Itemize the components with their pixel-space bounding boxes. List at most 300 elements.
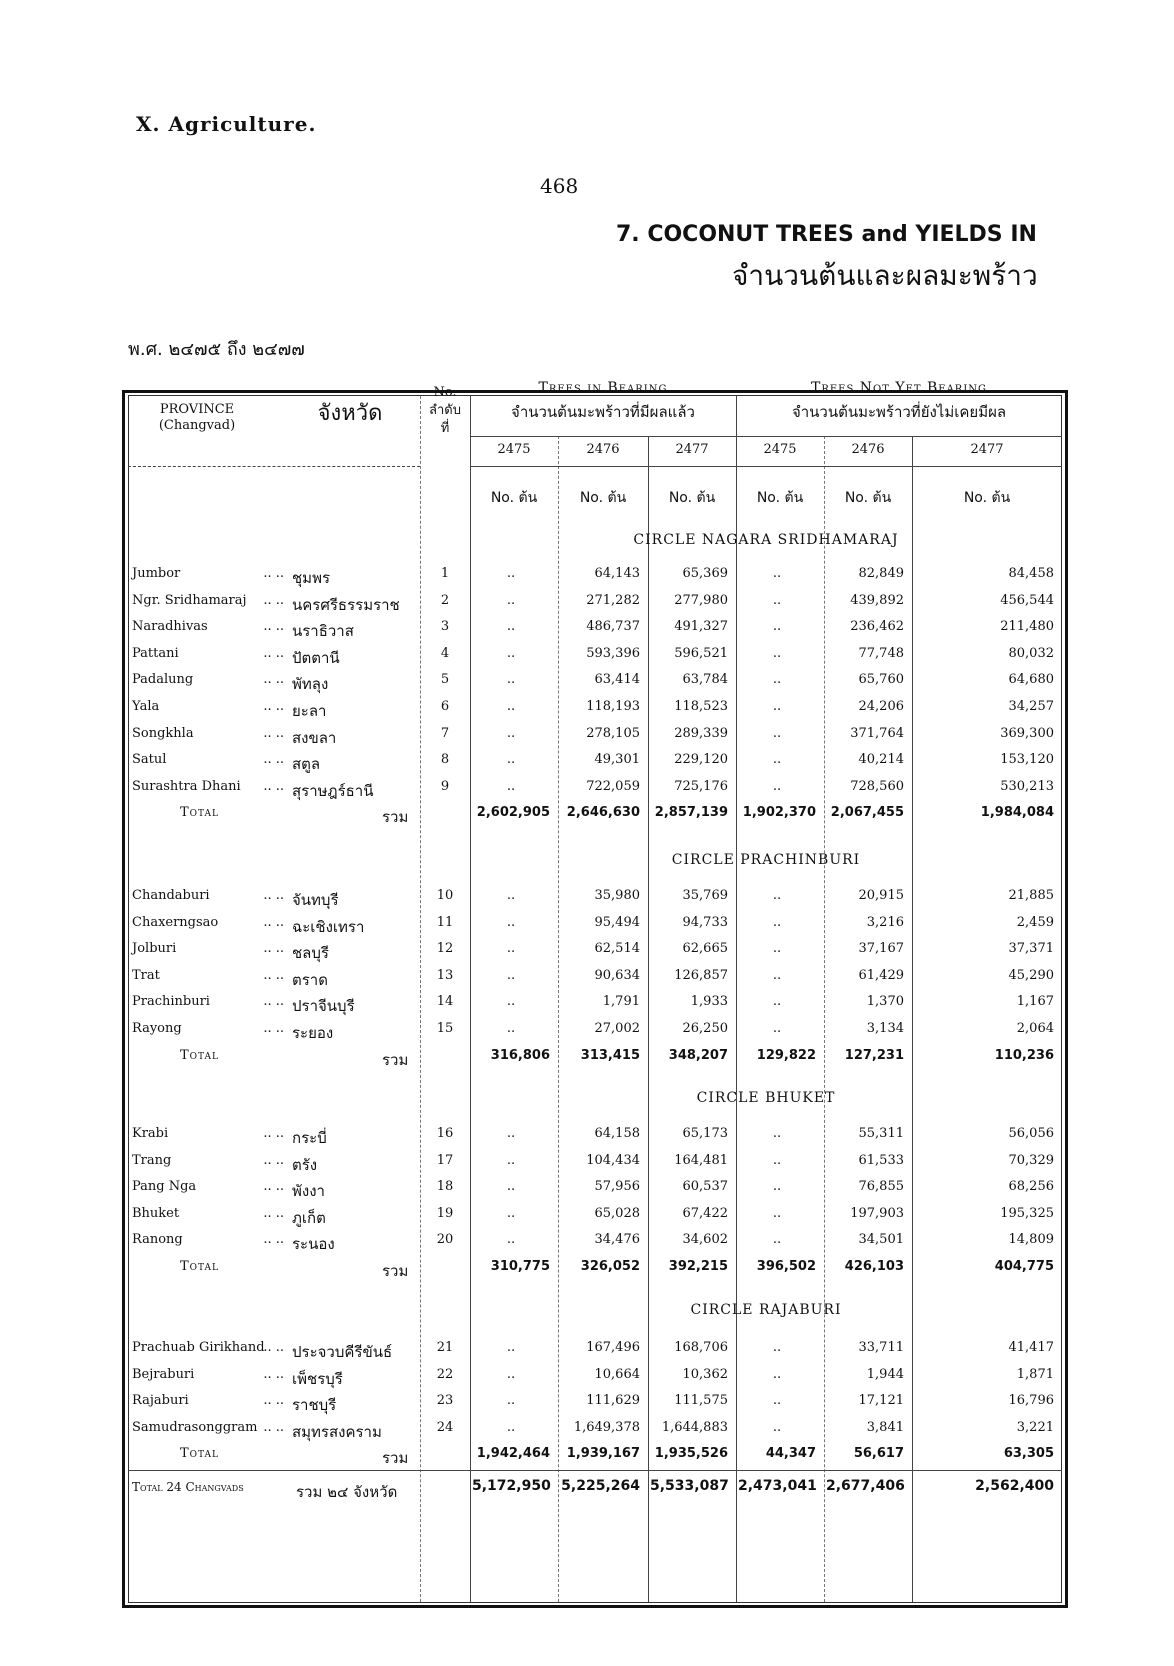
data-cell: 164,481 [674,1152,728,1168]
row-number: 10 [436,888,454,903]
total-cell: 2,602,905 [476,805,550,821]
data-cell: 593,396 [586,645,640,661]
data-cell: .. [506,725,516,741]
data-cell: 65,760 [858,672,904,688]
header-bearing [470,380,736,420]
year-header: 2476 [851,442,885,457]
data-cell: .. [772,1232,782,1248]
header-no-th: ลำดับ [429,403,461,418]
data-cell: 82,849 [858,566,904,581]
header-no-th2: ที่ [440,421,450,436]
data-cell: .. [506,1179,516,1195]
data-cell: 1,649,378 [573,1419,640,1435]
rule-no-right [470,396,471,1602]
total-cell: 1,984,084 [980,805,1054,821]
data-cell: .. [772,778,782,794]
data-cell: 68,256 [1008,1179,1054,1195]
data-cell: 56,056 [1008,1126,1054,1141]
grand-total-label: Total 24 Changvads [132,1480,244,1494]
data-cell: .. [772,645,782,661]
data-cell: .. [772,699,782,714]
total-cell: 1,902,370 [742,805,816,821]
data-cell: 277,980 [674,592,728,608]
province-name-th: ตรัง [292,1155,318,1174]
row-number: 1 [440,566,450,581]
total-cell: 1,939,167 [566,1446,640,1462]
unit-label: No. ต้น [579,490,627,506]
header-province-en [132,402,262,434]
data-cell: 37,371 [1008,941,1054,957]
total-cell: 1,942,464 [476,1446,550,1462]
province-name-th: เพ็ชรบุรี [292,1369,343,1388]
data-cell: 371,764 [850,725,904,741]
data-cell: .. [772,1340,782,1355]
total-label-th: รวม [382,1050,409,1069]
data-cell: 167,496 [586,1340,640,1355]
data-cell: 45,290 [1008,967,1054,983]
leader-dots: .. .. [263,888,284,903]
table-title-thai: จำนวนต้นและผลมะพร้าว [732,259,1038,292]
header-no-en: No. [433,385,457,400]
province-name-en: Chandaburi [132,888,210,903]
data-cell: .. [506,778,516,794]
data-cell: 14,809 [1008,1232,1054,1248]
circle-heading: CIRCLE RAJABURI [690,1302,842,1318]
total-label: Total [180,1047,220,1063]
header-no [420,384,470,438]
data-cell: 596,521 [674,645,728,661]
data-cell: 77,748 [858,645,904,661]
year-header: 2476 [586,442,620,457]
data-cell: .. [772,1419,782,1435]
province-name-th: ชลบุรี [292,944,329,963]
data-cell: .. [772,1126,782,1141]
data-cell: 118,523 [674,699,728,714]
total-cell: 392,215 [668,1259,728,1274]
data-cell: 153,120 [1000,752,1054,768]
province-name-th: ตราด [292,970,328,989]
row-number: 20 [436,1232,454,1248]
data-cell: 61,533 [858,1152,904,1168]
leader-dots: .. .. [263,1152,284,1168]
data-cell: 65,173 [682,1126,728,1141]
rule-col-6 [912,436,913,1602]
leader-dots: .. .. [263,941,284,957]
data-cell: 34,501 [858,1232,904,1248]
total-cell: 310,775 [490,1259,550,1274]
province-name-th: สมุทรสงคราม [292,1422,382,1441]
grand-total-label-th: รวม ๒๔ จังหวัด [296,1483,398,1501]
data-cell: .. [772,672,782,688]
row-number: 19 [436,1205,454,1221]
data-cell: 1,871 [1016,1366,1054,1382]
data-cell: .. [506,1393,516,1409]
data-cell: 60,537 [682,1179,728,1195]
header-province-label: PROVINCE [159,402,235,417]
data-cell: .. [772,1179,782,1195]
data-cell: .. [506,592,516,608]
row-number: 24 [436,1419,454,1435]
leader-dots: .. .. [263,725,284,741]
data-cell: 1,933 [690,994,728,1010]
leader-dots: .. .. [263,914,284,930]
rule-col-2 [558,436,559,1602]
leader-dots: .. .. [263,1232,284,1248]
province-name-en: Naradhivas [132,619,208,635]
data-cell: .. [506,699,516,714]
data-cell: .. [772,1152,782,1168]
data-cell: 63,784 [682,672,728,688]
data-cell: .. [506,619,516,635]
data-cell: 70,329 [1008,1152,1054,1168]
data-cell: 17,121 [858,1393,904,1409]
province-name-th: ระยอง [292,1024,334,1042]
rule-group-split [736,396,737,1602]
total-cell: 110,236 [994,1047,1054,1063]
section-heading: X. Agriculture. [136,112,317,136]
row-number: 12 [436,941,454,957]
data-cell: .. [772,967,782,983]
data-cell: 10,664 [594,1366,640,1382]
province-name-th: สงขลา [292,728,337,747]
province-name-en: Ranong [132,1232,183,1248]
data-cell: .. [506,672,516,688]
rule-years-top [470,436,1062,437]
row-number: 3 [440,619,450,635]
header-not-bearing-en: Trees Not Yet Bearing [810,380,988,396]
leader-dots: .. .. [263,752,284,768]
province-name-en: Prachuab Girikhand [132,1340,265,1355]
data-cell: 61,429 [858,967,904,983]
year-header: 2475 [497,442,531,457]
data-cell: 722,059 [586,778,640,794]
province-name-en: Rayong [132,1021,182,1036]
province-name-en: Trang [132,1152,172,1168]
data-cell: 62,665 [682,941,728,957]
data-cell: 24,206 [858,699,904,714]
province-name-en: Pattani [132,645,179,661]
total-cell: 44,347 [765,1446,816,1462]
page-number: 468 [540,174,579,198]
unit-label: No. ต้น [844,490,892,506]
total-cell: 2,857,139 [654,805,728,821]
circle-heading: CIRCLE NAGARA SRIDHAMARAJ [633,532,899,548]
data-cell: 26,250 [682,1021,728,1036]
row-number: 2 [440,592,450,608]
data-cell: 168,706 [674,1340,728,1355]
data-cell: .. [772,994,782,1010]
grand-total-cell: 2,562,400 [975,1478,1054,1494]
data-cell: .. [772,619,782,635]
data-cell: 64,158 [594,1126,640,1141]
data-cell: 33,711 [858,1340,904,1355]
total-cell: 426,103 [844,1259,904,1274]
leader-dots: .. .. [263,566,284,581]
data-cell: 64,143 [594,566,640,581]
data-cell: 1,167 [1016,994,1054,1010]
total-cell: 127,231 [844,1047,904,1063]
data-cell: 90,634 [594,967,640,983]
data-cell: 118,193 [586,699,640,714]
data-cell: 40,214 [858,752,904,768]
data-cell: 35,769 [682,888,728,903]
province-name-th: ปัตตานี [292,648,340,667]
unit-label: No. ต้น [963,490,1011,506]
data-cell: 289,339 [674,725,728,741]
data-cell: .. [506,1366,516,1382]
data-cell: 195,325 [1000,1205,1054,1221]
header-province-sub: (Changvad) [158,418,236,433]
data-cell: .. [506,1232,516,1248]
data-cell: .. [506,941,516,957]
data-cell: 2,064 [1016,1021,1054,1036]
data-cell: .. [506,645,516,661]
header-bearing-en: Trees in Bearing [538,380,668,396]
data-cell: 236,462 [850,619,904,635]
province-name-th: ปราจีนบุรี [292,997,355,1016]
data-cell: .. [506,1021,516,1036]
data-cell: 34,476 [594,1232,640,1248]
row-number: 17 [436,1152,454,1168]
data-cell: 34,602 [682,1232,728,1248]
data-cell: 76,855 [858,1179,904,1195]
grand-total-cell: 5,533,087 [650,1478,729,1494]
leader-dots: .. .. [263,1340,284,1355]
data-cell: .. [506,914,516,930]
province-name-en: Krabi [132,1126,169,1141]
leader-dots: .. .. [263,592,284,608]
province-name-en: Songkhla [132,725,194,741]
year-header: 2477 [675,442,709,457]
data-cell: 439,892 [850,592,904,608]
row-number: 5 [440,672,450,688]
data-cell: 1,791 [602,994,640,1010]
data-cell: .. [506,1340,516,1355]
total-label: Total [180,1259,220,1274]
data-cell: .. [772,566,782,581]
data-cell: 10,362 [682,1366,728,1382]
province-name-en: Bejraburi [132,1366,195,1382]
total-cell: 396,502 [756,1259,816,1274]
province-name-th: กระบี่ [292,1129,327,1147]
province-name-en: Yala [132,699,160,714]
leader-dots: .. .. [263,1126,284,1141]
leader-dots: .. .. [263,699,284,714]
data-cell: 64,680 [1008,672,1054,688]
province-name-th: ชุมพร [292,569,331,587]
data-cell: 3,221 [1016,1419,1054,1435]
row-number: 14 [436,994,454,1010]
data-cell: .. [506,752,516,768]
data-cell: 62,514 [594,941,640,957]
data-cell: .. [506,1152,516,1168]
row-number: 11 [436,914,454,930]
total-label-th: รวม [382,808,409,827]
data-cell: 111,629 [586,1393,640,1409]
province-name-en: Padalung [132,672,194,688]
unit-label: No. ต้น [490,490,538,506]
total-cell: 316,806 [490,1047,550,1063]
data-cell: 1,944 [866,1366,904,1382]
header-not-bearing-th: จำนวนต้นมะพร้าวที่ยังไม่เคยมีผล [791,403,1007,421]
province-name-th: สตูล [292,755,321,774]
province-name-en: Satul [132,752,167,768]
province-name-th: ราชบุรี [292,1396,337,1415]
data-cell: 34,257 [1008,699,1054,714]
data-cell: 725,176 [674,778,728,794]
province-name-th: ระนอง [292,1235,335,1254]
province-name-en: Pang Nga [132,1179,197,1195]
grand-total-rule [128,1470,1062,1471]
data-cell: 197,903 [850,1205,904,1221]
total-cell: 313,415 [580,1047,640,1063]
data-cell: 65,369 [682,566,728,581]
row-number: 8 [440,752,450,768]
unit-label: No. ต้น [756,490,804,506]
data-cell: .. [772,1393,782,1409]
row-number: 4 [440,645,450,661]
province-name-en: Rajaburi [132,1393,189,1409]
data-cell: 1,370 [866,994,904,1010]
data-cell: .. [772,752,782,768]
rule-head-left [128,466,420,467]
rule-col-3 [648,436,649,1602]
row-number: 13 [436,967,454,983]
province-name-en: Ngr. Sridhamaraj [132,592,247,608]
leader-dots: .. .. [263,1179,284,1195]
data-cell: 94,733 [682,914,728,930]
total-cell: 56,617 [853,1446,904,1462]
total-cell: 1,935,526 [654,1446,728,1462]
data-cell: 49,301 [594,752,640,768]
data-cell: .. [506,566,516,581]
province-name-en: Trat [132,967,160,983]
total-cell: 2,646,630 [566,805,640,821]
leader-dots: .. .. [263,1419,284,1435]
total-cell: 348,207 [668,1047,728,1063]
grand-total-cell: 5,172,950 [472,1478,551,1494]
leader-dots: .. .. [263,1366,284,1382]
header-not-bearing [736,380,1062,420]
data-cell: 57,956 [594,1179,640,1195]
province-name-en: Jumbor [132,566,181,581]
period-thai: พ.ศ. ๒๔๗๕ ถึง ๒๔๗๗ [128,339,305,360]
data-cell: 271,282 [586,592,640,608]
data-cell: .. [772,592,782,608]
circle-heading: CIRCLE BHUKET [696,1090,836,1106]
data-cell: 95,494 [594,914,640,930]
data-cell: 3,216 [866,914,904,930]
grand-total-cell: 2,473,041 [738,1478,817,1494]
data-cell: 3,134 [866,1021,904,1036]
total-label: Total [180,1446,220,1462]
data-cell: 3,841 [866,1419,904,1435]
province-name-th: ยะลา [292,702,327,720]
data-cell: 1,644,883 [661,1419,728,1435]
data-cell: 37,167 [858,941,904,957]
province-name-th: พังงา [292,1182,325,1201]
leader-dots: .. .. [263,645,284,661]
leader-dots: .. .. [263,1205,284,1221]
total-cell: 2,067,455 [830,805,904,821]
total-cell: 63,305 [1003,1446,1054,1462]
data-cell: 491,327 [674,619,728,635]
province-name-en: Surashtra Dhani [132,778,241,794]
data-cell: .. [772,725,782,741]
province-name-th: นราธิวาส [292,622,354,641]
row-number: 22 [436,1366,454,1382]
data-cell: 35,980 [594,888,640,903]
province-name-th: พัทลุง [292,675,329,694]
data-cell: 486,737 [586,619,640,635]
province-name-en: Bhuket [132,1205,180,1221]
grand-total-cell: 2,677,406 [826,1478,905,1494]
province-name-th: ฉะเชิงเทรา [292,917,365,936]
year-header: 2477 [970,442,1004,457]
data-cell: .. [506,1205,516,1221]
row-number: 9 [440,778,450,794]
province-name-th: ภูเก็ต [292,1208,326,1227]
province-name-th: จันทบุรี [292,891,339,909]
province-name-en: Samudrasonggram [132,1419,258,1435]
data-cell: 20,915 [858,888,904,903]
province-name-th: ประจวบคีรีขันธ์ [292,1343,393,1361]
data-cell: .. [772,1021,782,1036]
province-name-en: Chaxerngsao [132,914,219,930]
row-number: 16 [436,1126,454,1141]
data-cell: 21,885 [1008,888,1054,903]
leader-dots: .. .. [263,994,284,1010]
province-name-th: สุราษฎร์ธานี [292,781,374,800]
data-cell: 41,417 [1008,1340,1054,1355]
total-label-th: รวม [382,1262,409,1280]
row-number: 6 [440,699,450,714]
data-cell: .. [506,1419,516,1435]
leader-dots: .. .. [263,1021,284,1036]
leader-dots: .. .. [263,1393,284,1409]
data-cell: .. [772,914,782,930]
grand-total-cell: 5,225,264 [561,1478,640,1494]
data-cell: 369,300 [1000,725,1054,741]
header-bearing-th: จำนวนต้นมะพร้าวที่มีผลแล้ว [511,403,695,421]
data-cell: 111,575 [674,1393,728,1409]
data-cell: 278,105 [586,725,640,741]
leader-dots: .. .. [263,967,284,983]
leader-dots: .. .. [263,619,284,635]
province-name-en: Jolburi [132,941,177,957]
row-number: 23 [436,1393,454,1409]
data-cell: 67,422 [682,1205,728,1221]
total-cell: 326,052 [580,1259,640,1274]
row-number: 15 [436,1021,454,1036]
header-province-th: จังหวัด [317,401,383,426]
data-cell: 126,857 [674,967,728,983]
total-label-th: รวม [382,1449,409,1468]
data-cell: 530,213 [1000,778,1054,794]
rule-years-bottom [470,466,1062,467]
data-cell: 80,032 [1008,645,1054,661]
data-cell: 2,459 [1016,914,1054,930]
data-cell: 63,414 [594,672,640,688]
row-number: 21 [436,1340,454,1355]
data-cell: 211,480 [1000,619,1054,635]
total-cell: 404,775 [994,1259,1054,1274]
data-cell: 16,796 [1008,1393,1054,1409]
data-cell: .. [772,888,782,903]
data-cell: .. [506,1126,516,1141]
data-cell: 84,458 [1008,566,1054,581]
data-cell: .. [506,967,516,983]
